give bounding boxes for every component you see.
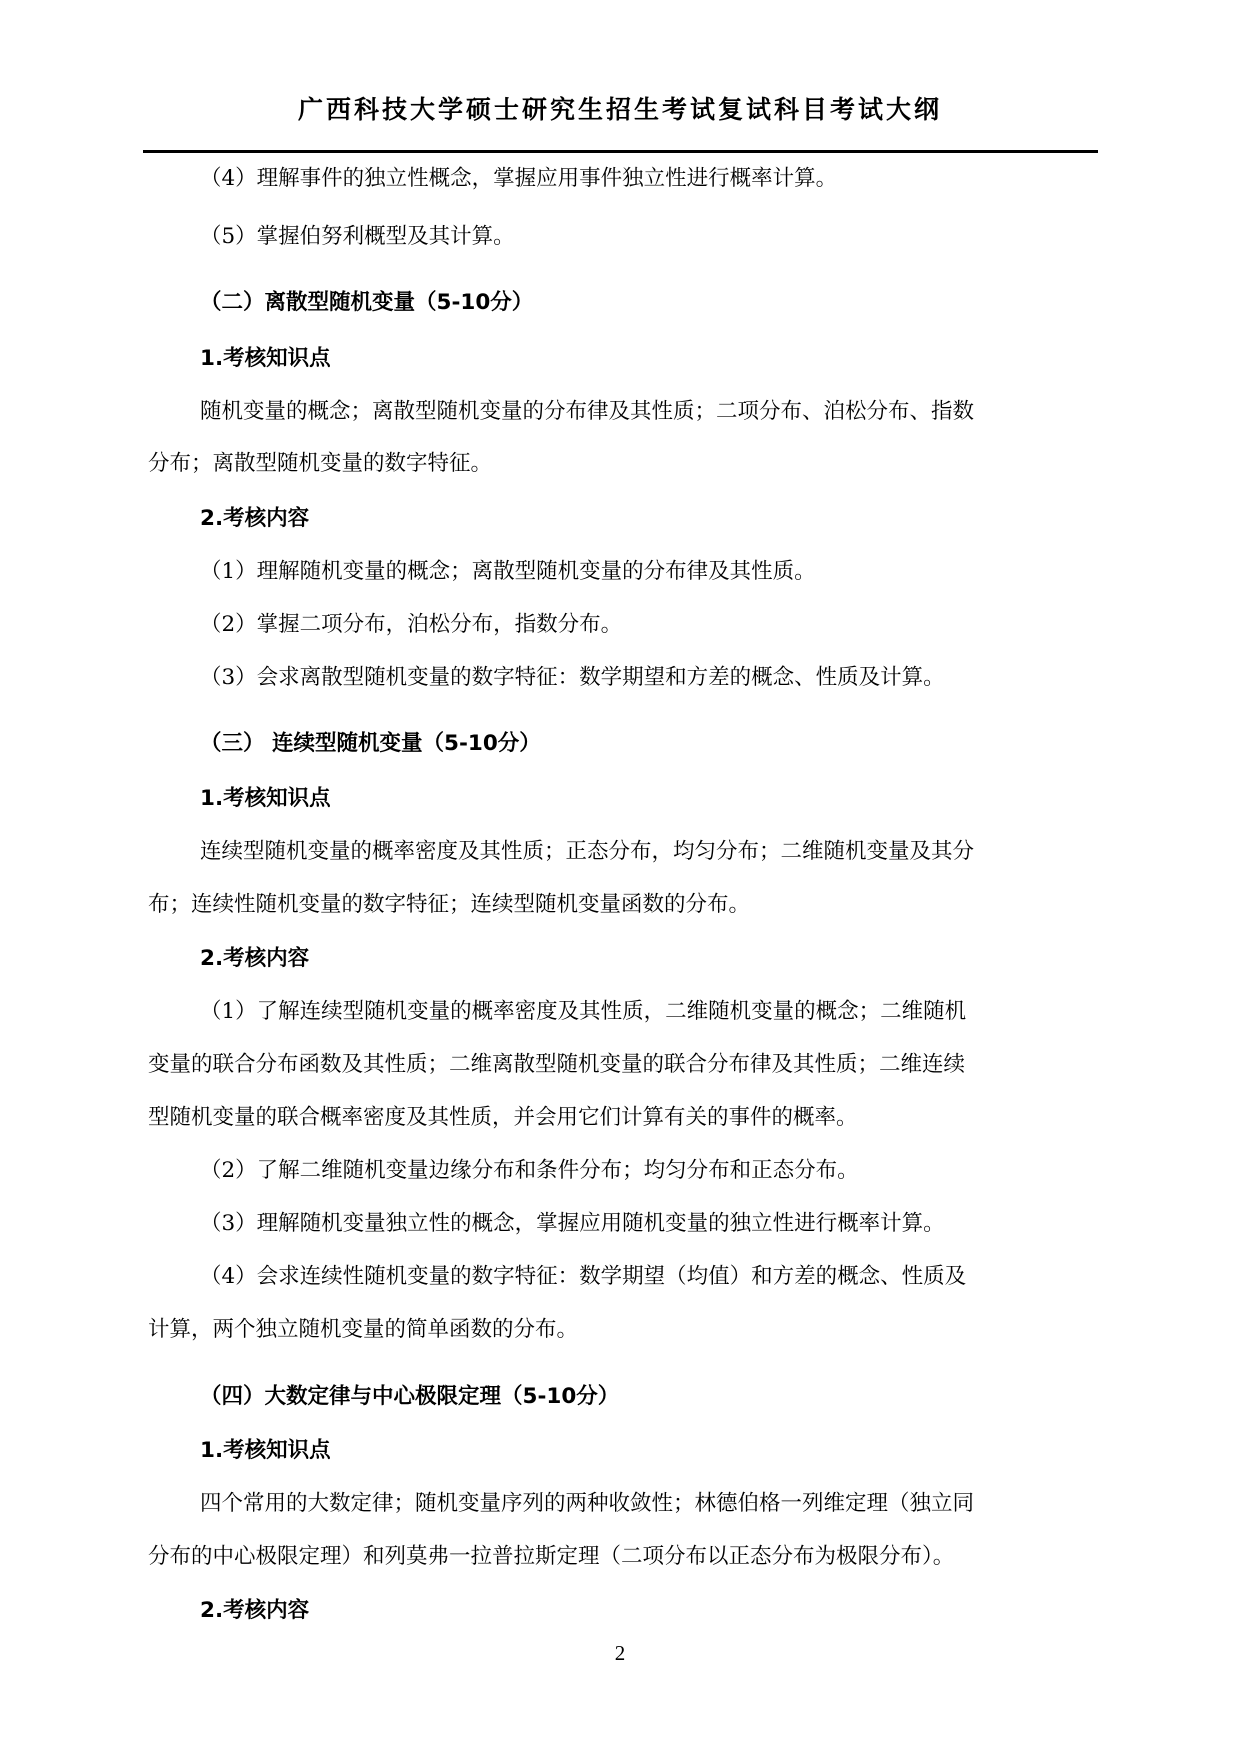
section-heading: （二）离散型随机变量（5-10分） <box>200 290 534 315</box>
list-item: （1）理解随机变量的概念；离散型随机变量的分布律及其性质。 <box>200 559 816 584</box>
paragraph-line: 计算，两个独立随机变量的简单函数的分布。 <box>148 1317 579 1342</box>
list-item: （1）了解连续型随机变量的概率密度及其性质，二维随机变量的概念；二维随机 <box>200 999 967 1024</box>
list-item: （2）了解二维随机变量边缘分布和条件分布；均匀分布和正态分布。 <box>200 1158 859 1183</box>
paragraph-line: 连续型随机变量的概率密度及其性质；正态分布，均匀分布；二维随机变量及其分 <box>200 839 975 864</box>
page-header-title: 广西科技大学硕士研究生招生考试复试科目考试大纲 <box>297 95 942 124</box>
paragraph-line: 型随机变量的联合概率密度及其性质，并会用它们计算有关的事件的概率。 <box>148 1105 858 1130</box>
paragraph-line: 随机变量的概念；离散型随机变量的分布律及其性质；二项分布、泊松分布、指数 <box>200 399 975 424</box>
subheading: 1.考核知识点 <box>200 786 331 811</box>
list-item: （3）理解随机变量独立性的概念，掌握应用随机变量的独立性进行概率计算。 <box>200 1211 945 1236</box>
subheading: 2.考核内容 <box>200 946 310 971</box>
list-item: （4）理解事件的独立性概念，掌握应用事件独立性进行概率计算。 <box>200 166 838 191</box>
list-item: （3）会求离散型随机变量的数字特征：数学期望和方差的概念、性质及计算。 <box>200 665 945 690</box>
page-number: 2 <box>614 1641 626 1665</box>
subheading: 1.考核知识点 <box>200 346 331 371</box>
section-heading: （三） 连续型随机变量（5-10分） <box>200 731 541 756</box>
paragraph-line: 变量的联合分布函数及其性质；二维离散型随机变量的联合分布律及其性质；二维连续 <box>148 1052 966 1077</box>
subheading: 2.考核内容 <box>200 506 310 531</box>
section-heading: （四）大数定律与中心极限定理（5-10分） <box>200 1384 620 1409</box>
paragraph-line: 四个常用的大数定律；随机变量序列的两种收敛性；林德伯格一列维定理（独立同 <box>200 1491 975 1516</box>
list-item: （4）会求连续性随机变量的数字特征：数学期望（均值）和方差的概念、性质及 <box>200 1264 967 1289</box>
paragraph-line: 分布的中心极限定理）和列莫弗一拉普拉斯定理（二项分布以正态分布为极限分布）。 <box>148 1544 955 1569</box>
subheading: 1.考核知识点 <box>200 1438 331 1463</box>
subheading: 2.考核内容 <box>200 1598 310 1623</box>
paragraph-line: 布；连续性随机变量的数字特征；连续型随机变量函数的分布。 <box>148 892 751 917</box>
paragraph-line: 分布；离散型随机变量的数字特征。 <box>148 451 493 476</box>
list-item: （5）掌握伯努利概型及其计算。 <box>200 224 515 249</box>
header-divider <box>143 150 1098 153</box>
list-item: （2）掌握二项分布，泊松分布，指数分布。 <box>200 612 623 637</box>
